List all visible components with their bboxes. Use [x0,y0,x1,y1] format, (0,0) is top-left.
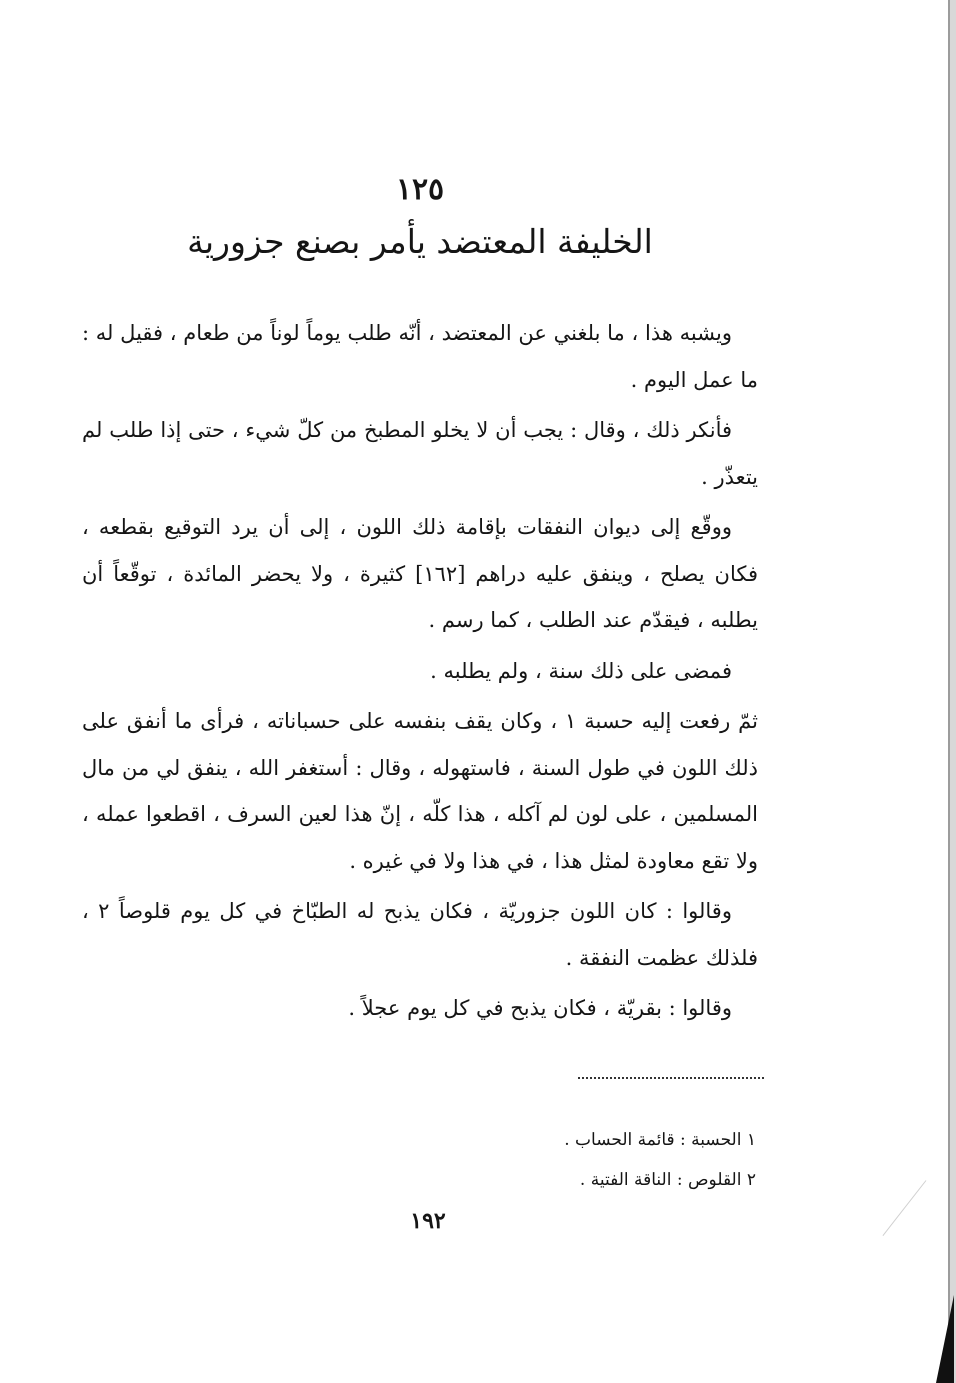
scan-corner-mark [936,1295,954,1383]
chapter-title: الخليفة المعتضد يأمر بصنع جزورية [187,222,653,261]
body-text [82,310,758,1036]
paragraph-4: فمضى على ذلك سنة ، ولم يطلبه . [430,658,732,683]
paragraph-3: ووقّع إلى ديوان النفقات بإقامة ذلك اللون ، إلى أن يرد التوقيع بقطعه ، فكان يصلح ، وينفق عليه دراهم [١٦٢] كثيرة ، ولا يحضر المائدة ، توقّعاً أن يطلبه ، فيقدّم عند الطلب ، كما رسم . [82,515,758,632]
chapter-number: ١٢٥ [395,172,445,207]
paragraph-1: ويشبه هذا ، ما بلغني عن المعتضد ، أنّه طلب يوماً لوناً من طعام ، فقيل له : ما عمل اليوم . [82,321,758,392]
footnote-2: ٢ القلوص : الناقة الفتية . [579,1170,756,1190]
footnote-separator [578,1077,764,1079]
scan-artifact-line [883,1180,927,1236]
paragraph-6: وقالوا : كان اللون جزوريّة ، فكان يذبح له الطبّاخ في كل يوم قلوصاً ٢ ، فلذلك عظمت النفقة . [82,899,758,970]
footnotes [300,1120,756,1200]
page-edge [950,0,956,1383]
paragraph-2: فأنكر ذلك ، وقال : يجب أن لا يخلو المطبخ من كلّ شيء ، حتى إذا طلب لم يتعذّر . [82,418,758,489]
paragraph-5: ثمّ رفعت إليه حسبة ١ ، وكان يقف بنفسه على حسباناته ، فرأى ما أنفق على ذلك اللون في طول السنة ، فاستهوله ، وقال : أستغفر الله ، ينفق لي من مال المسلمين ، على لون لم آكله ، هذا كلّه ، إنّ هذا لعين السرف ، اقطعوا عمله ، ولا تقع معاودة لمثل هذا ، في هذا ولا في غيره . [82,709,759,873]
paragraph-7: وقالوا : بقريّة ، فكان يذبح في كل يوم عجلاً . [348,996,732,1020]
page-number: ١٩٢ [410,1208,446,1234]
footnote-1: ١ الحسبة : قائمة الحساب . [564,1130,756,1150]
